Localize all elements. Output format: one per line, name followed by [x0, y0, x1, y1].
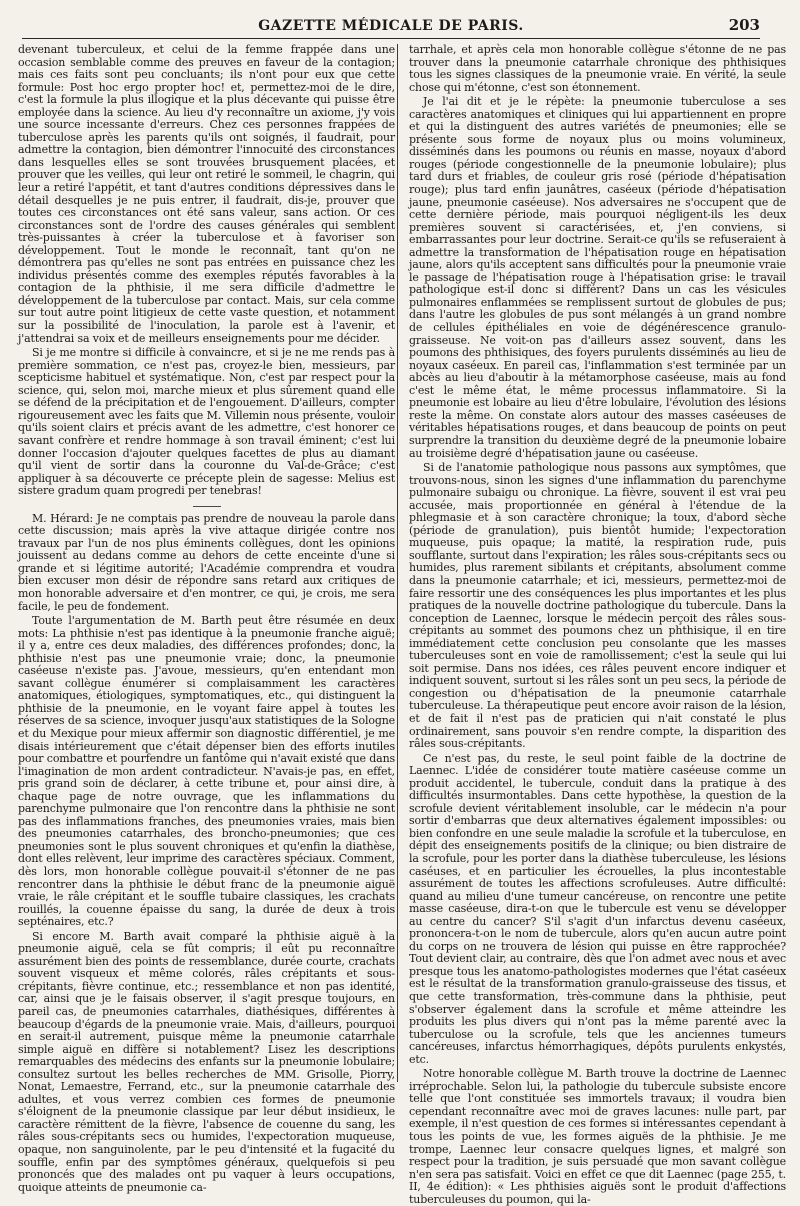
publication-title: GAZETTE MÉDICALE DE PARIS.: [258, 18, 524, 34]
right-column: [409, 43, 786, 1206]
paragraph: Ce n'est pas, du reste, le seul point faible de la doctrine de Laennec. L'idée de considérer toute matière caséeuse comme un produit accidentel, le tubercule, conduit dans la pratique à des difficultés insurmontables. Dans cette hypothèse, la question de la scrofule devient véritablement insoluble, car le médecin n'a pour sortir d'embarras que deux alternatives également impossibles: ou bien confondre en une seule maladie la scrofule et la tuberculose, en dépit des enseignements positifs de la clinique; ou bien distraire de la scrofule, pour les porter dans la diathèse tuberculeuse, les lésions caséuses, et en particulier les écrouelles, la plus incontestable assurément de toutes les affections scrofuleuses. Autre difficulté: quand au milieu d'une tumeur cancéreuse, on rencontre une petite masse caséeuse, dira-t-on que le tubercule est venu se développer au centre du cancer? S'il s'agit d'un infarctus devenu caséeux, prononcera-t-on le nom de tubercule, alors qu'en aucun autre point du corps on ne trouvera de lésion qui puisse en être rapprochée? Tout devient clair, au contraire, dès que l'on admet avec nous et avec presque tous les anatomo-pathologistes modernes que l'état caséeux est le résultat de la transformation granulo-graisseuse des tissus, et que cette transformation, très-commune dans la phthisie, peut s'observer également dans la scrofule et même atteindre les produits les plus divers qui n'ont pas la même parenté avec la tuberculose ou la scrofule, tels que les anciennes tumeurs cancéreuses, infarctus hémorrhagiques, dépôts purulents enkystés, etc.: [409, 751, 786, 1066]
paragraph: Si de l'anatomie pathologique nous passons aux symptômes, que trouvons-nous, sinon les signes d'une inflammation du parenchyme pulmonaire subaigu ou chronique. La fièvre, souvent il est vrai peu accusée, mais proportionnée en général à l'étendue de la phlegmasie et à son caractère chronique; la toux, d'abord sèche (période de granulation), puis bientôt humide; l'expectoration muqueuse, puis opaque; la matité, la respiration rude, puis soufflante, surtout dans l'expiration; les râles sous-crépitants secs ou humides, plus rarement sibilants et crépitants, absolument comme dans la pneumonie catarrhale; et ici, messieurs, permettez-moi de faire ressortir une des conséquences les plus importantes et les plus pratiques de la nouvelle doctrine pathologique du tubercule. Dans la conception de Laennec, lorsque le médecin perçoit des râles sous-crépitants au sommet des poumons chez un phthisique, il en tire immédiatement cette conclusion peu consolante que les masses tuberculeuses sont en voie de ramollissement; c'est la seule qui lui soit permise. Dans nos idées, ces râles peuvent encore indiquer et indiquent souvent, surtout si les râles sont un peu secs, la période de congestion ou d'hépatisation de la pneumonie catarrhale tuberculeuse. La thérapeutique peut encore avoir raison de la lésion, et de fait il n'est pas de praticien qui n'ait constaté le plus ordinairement, sans pouvoir s'en rendre compte, la disparition des râles sous-crépitants.: [409, 461, 786, 751]
paragraph: Toute l'argumentation de M. Barth peut être résumée en deux mots: La phthisie n'est pas identique à la pneumonie franche aiguë; il y a, entre ces deux maladies, des différences profondes; donc, la phthisie n'est pas une pneumonie vraie; donc, la pneumonie caséeuse n'existe pas. J'avoue, messieurs, qu'en entendant mon savant collègue énumérer si complaisamment les caractères anatomiques, étiologiques, symptomatiques, etc., qui distinguent la phthisie de la pneumonie, en le voyant faire appel à toutes les réserves de sa science, invoquer jusqu'aux statistiques de la Sologne et du Mexique pour mieux affermir son diagnostic différentiel, je me disais intérieurement que c'était dépenser bien des efforts inutiles pour combattre et pourfendre un fantôme qui n'avait existé que dans l'imagination de mon ardent contradicteur. N'avais-je pas, en effet, pris grand soin de déclarer, à cette tribune et, pour ainsi dire, à chaque page de notre ouvrage, que les inflammations du parenchyme pulmonaire que l'on rencontre dans la phthisie ne sont pas des inflammations franches, des pneumonies vraies, mais bien des pneumonies catarrhales, des broncho-pneumonies; que ces pneumonies sont le plus souvent chroniques et qu'enfin la diathèse, dont elles relèvent, leur imprime des caractères spéciaux. Comment, dès lors, mon honorable collègue pouvait-il s'étonner de ne pas rencontrer dans la phthisie le début franc de la pneumonie aiguë vraie, le râle crépitant et le souffle tubaire classiques, les crachats rouillés, la couenne épaisse du sang, la durée de deux à trois septénaires, etc.?: [18, 614, 395, 929]
page-number: 203: [728, 16, 760, 34]
paragraph: Je l'ai dit et je le répète: la pneumonie tuberculose a ses caractères anatomiques et cliniques qui lui appartiennent en propre et qui la distinguent des autres variétés de pneumonies; elle se présente sous forme de noyaux plus ou moins volumineux, disséminés dans les poumons ou réunis en masse, noyaux d'abord rouges (période congestionnelle de la pneumonie lobulaire); plus tard durs et friables, de couleur gris rosé (période d'hépatisation rouge); plus tard enfin jaunâtres, caséeux (période d'hépatisation jaune, pneumonie caséeuse). Nos adversaires ne s'occupent que de cette dernière période, mais pourquoi négligent-ils les deux premières souvent si caractérisées, et, j'en conviens, si embarrassantes pour leur doctrine. Serait-ce qu'ils se refuseraient à admettre la transformation de l'hépatisation rouge en hépatisation jaune, alors qu'ils acceptent sans difficultés pour la pneumonie vraie le passage de l'hépatisation rouge à l'hépatisation grise: le travail pathologique est-il donc si différent? Dans un cas les vésicules pulmonaires enflammées se remplissent surtout de globules de pus; dans l'autre les globules de pus sont mélangés à un grand nombre de cellules épithéliales en voie de dégénérescence granulo-graisseuse. Ne voit-on pas d'ailleurs assez souvent, dans les poumons des phthisiques, des foyers purulents disséminés au lieu de noyaux caséeux. En pareil cas, l'inflammation s'est terminée par un abcès au lieu d'aboutir à la métamorphose caséeuse, mais au fond c'est le même état, le même processus inflammatoire. Si la pneumonie est lobaire au lieu d'être lobulaire, l'évolution des lésions reste la même. On constate alors autour des masses caséeuses de véritables hépatisations rouges, et dans beaucoup de points on peut surprendre la transition du deuxième degré de la pneumonie lobaire au troisième degré d'hépatisation jaune ou caséeuse.: [409, 95, 786, 460]
text-columns: [18, 43, 786, 1206]
paragraph: devenant tuberculeux, et celui de la femme frappée dans une occasion semblable comme des preuves en faveur de la contagion; mais ces faits sont peu concluants; ils n'ont pour eux que cette formule: Post hoc ergo propter hoc! et, permettez-moi de le dire, c'est la formule la plus illogique et la plus décevante qui puisse être employée dans la science. Au lieu d'y reconnaître un axiome, j'y vois une source incessante d'erreurs. Chez ces personnes frappées de tuberculose après les parents qu'ils ont soignés, il faudrait, pour admettre la contagion, bien démontrer l'innocuité des circonstances dans lesquelles elles se sont trouvées brusquement placées, et prouver que les veilles, qui leur ont retiré le sommeil, le chagrin, qui leur a retiré l'appétit, et tant d'autres conditions dépressives dans le détail desquelles je ne puis entrer, il faudrait, dis-je, prouver que toutes ces circonstances ont été sans valeur, sans action. Or ces circonstances sont de l'ordre des causes générales qui semblent très-puissantes à créer la tuberculose et à favoriser son développement. Tout le monde le reconnaît, tant qu'on ne démontrera pas qu'elles ne sont pas entrées en puissance chez les individus présentés comme des exemples réputés favorables à la contagion de la phthisie, il me sera difficile d'admettre le développement de la tuberculose par contact. Mais, sur cela comme sur tout autre point litigieux de cette vaste question, et notamment sur la possibilité de l'inoculation, la parole est à l'avenir, et j'attendrai sa voix et de meilleurs enseignements pour me décider.: [18, 43, 395, 345]
paragraph: tarrhale, et après cela mon honorable collègue s'étonne de ne pas trouver dans la pneumonie catarrhale chronique des phthisiques tous les signes classiques de la pneumonie vraie. En vérité, la seule chose qui m'étonne, c'est son étonnement.: [409, 43, 786, 94]
paragraph: Si je me montre si difficile à convaincre, et si je ne me rends pas à première sommation, ce n'est pas, croyez-le bien, messieurs, par scepticisme habituel et systématique. Non, c'est par respect pour la science, qui, selon moi, marche mieux et plus sûrement quand elle se défend de la précipitation et de l'engouement. D'ailleurs, compter rigoureusement avec les faits que M. Villemin nous présente, vouloir qu'ils soient clairs et précis avant de les admettre, c'est honorer ce savant confrère et rendre hommage à son travail éminent; c'est lui donner l'occasion d'ajouter quelques facettes de plus au diamant qu'il vient de sortir dans la couronne du Val-de-Grâce; c'est appliquer à sa découverte ce précepte plein de sagesse: Melius est sistere gradum quam progredi per tenebras!: [18, 346, 395, 498]
paragraph: M. Hérard: Je ne comptais pas prendre de nouveau la parole dans cette discussion; mais après la vive attaque dirigée contre nos travaux par l'un de nos plus éminents collègues, dont les opinions jouissent au dedans comme au dehors de cette enceinte d'une si grande et si légitime autorité; l'Académie comprendra et voudra bien excuser mon désir de répondre sans retard aux critiques de mon honorable adversaire et d'en montrer, ce qui, je crois, me sera facile, le peu de fondement.: [18, 511, 395, 613]
section-separator: [193, 506, 221, 507]
paragraph: Notre honorable collègue M. Barth trouve la doctrine de Laennec irréprochable. Selon lui, la pathologie du tubercule subsiste encore telle que l'ont constituée ses immortels travaux; il voudra bien cependant reconnaître avec moi de graves lacunes: nulle part, par exemple, il n'est question de ces formes si intéressantes cependant à tous les points de vue, les formes aiguës de la phthisie. Je me trompe, Laennec leur consacre quelques lignes, et malgré son respect pour la tradition, je suis persuadé que mon savant collègue n'en sera pas satisfait. Voici en effet ce que dit Laennec (page 255, t. II, 4e édition): « Les phthisies aiguës sont le produit d'affections tuberculeuses du poumon, qui la-: [409, 1067, 786, 1206]
left-column: [18, 43, 395, 1194]
page-header: [22, 16, 760, 39]
paragraph: Si encore M. Barth avait comparé la phthisie aiguë à la pneumonie aiguë, cela se fût compris; il eût pu reconnaître assurément bien des points de ressemblance, durée courte, crachats souvent visqueux et même colorés, râles crépitants et sous-crépitants, fièvre continue, etc.; ressemblance et non pas identité, car, ainsi que je le faisais observer, il s'agit presque toujours, en pareil cas, de pneumonies catarrhales, diathésiques, différentes à beaucoup d'égards de la pneumonie vraie. Mais, d'ailleurs, pourquoi en serait-il autrement, puisque même la pneumonie catarrhale simple aiguë en diffère si notablement? Lisez les descriptions remarquables des médecins des enfants sur la pneumonie lobulaire; consultez surtout les belles recherches de MM. Grisolle, Piorry, Nonat, Lemaestre, Ferrand, etc., sur la pneumonie catarrhale des adultes, et vous verrez combien ces formes de pneumonie s'éloignent de la pneumonie classique par leur début insidieux, le caractère rémittent de la fièvre, l'absence de couenne du sang, les râles sous-crépitants secs ou humides, l'expectoration muqueuse, opaque, non sanguinolente, par le peu d'intensité et la fugacité du souffle, enfin par des symptômes généraux, quelquefois si peu prononcés que des malades ont pu vaquer à leurs occupations, quoique atteints de pneumonie ca-: [18, 929, 395, 1194]
